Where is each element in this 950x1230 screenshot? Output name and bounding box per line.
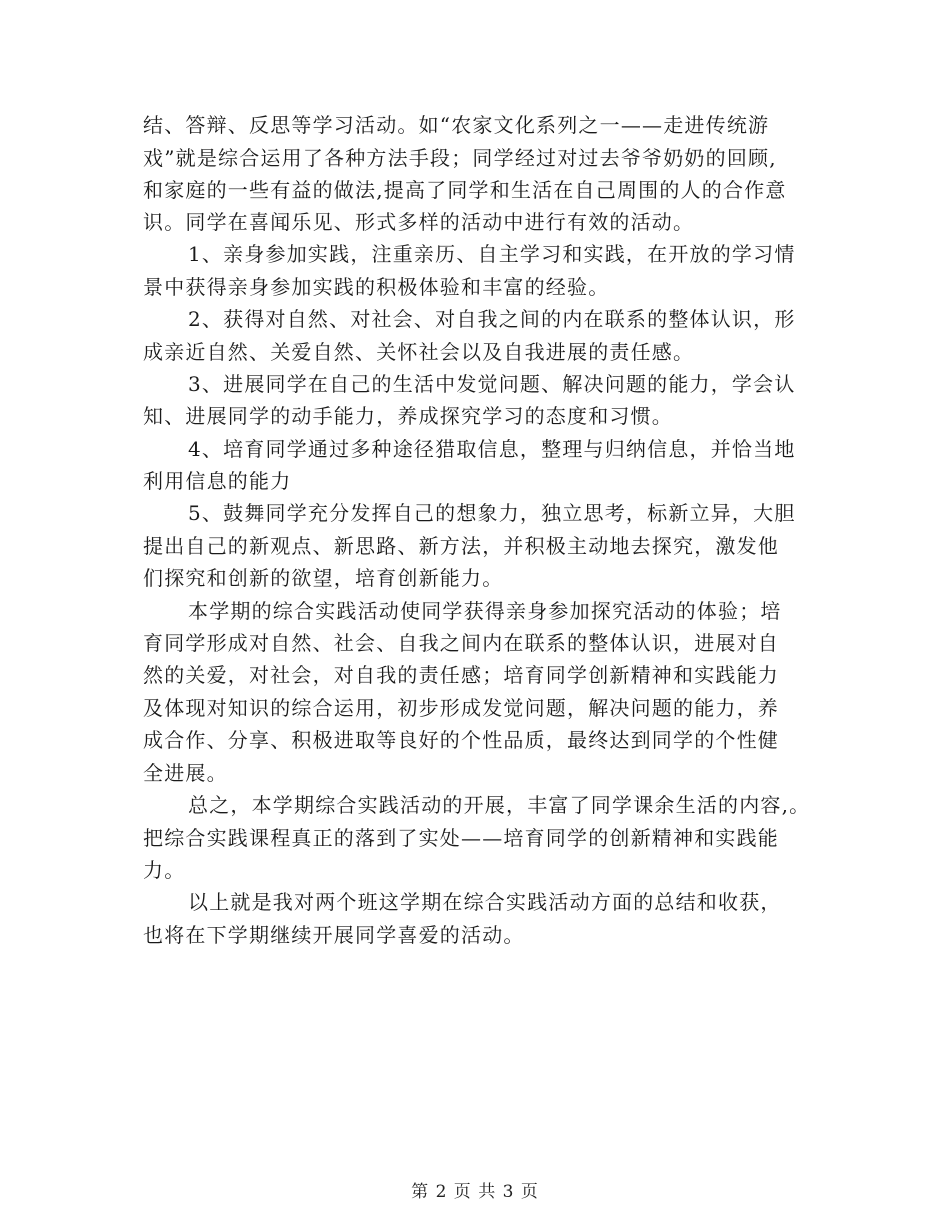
text-line: 戏”就是综合运用了各种方法手段；同学经过对过去爷爷奶奶的回顾, — [143, 146, 777, 170]
text-line: 成亲近自然、关爱自然、关怀社会以及自我进展的责任感。 — [143, 340, 695, 364]
text-line: 知、进展同学的动手能力，养成探究学习的态度和习惯。 — [143, 404, 673, 428]
text-line: 利用信息的能力 — [143, 469, 292, 493]
text-line: 2、获得对自然、对社会、对自我之间的内在联系的整体认识，形 — [188, 307, 796, 331]
text-line: 也将在下学期继续开展同学喜爱的活动。 — [143, 923, 525, 947]
text-line: 景中获得亲身参加实践的积极体验和丰富的经验。 — [143, 275, 610, 299]
page-number-footer: 第 2 页 共 3 页 — [411, 1182, 539, 1202]
text-line: 全进展。 — [143, 761, 228, 785]
text-line: 力。 — [143, 858, 186, 882]
text-line: 然的关爱，对社会，对自我的责任感；培育同学创新精神和实践能力 — [143, 663, 779, 687]
text-line: 育同学形成对自然、社会、自我之间内在联系的整体认识，进展对自 — [143, 631, 779, 655]
text-line: 们探究和创新的欲望，培育创新能力。 — [143, 566, 504, 590]
text-line: 及体现对知识的综合运用，初步形成发觉问题，解决问题的能力，养 — [143, 696, 779, 720]
text-line: 和家庭的一些有益的做法,提高了同学和生活在自己周围的人的合作意 — [143, 178, 787, 202]
text-line: 4、培育同学通过多种途径猎取信息，整理与归纳信息，并恰当地 — [188, 437, 796, 461]
text-line: 本学期的综合实践活动使同学获得亲身参加探究活动的体验；培 — [188, 599, 782, 623]
text-line: 把综合实践课程真正的落到了实处——培育同学的创新精神和实践能 — [143, 826, 779, 850]
text-line: 3、进展同学在自己的生活中发觉问题、解决问题的能力，学会认 — [188, 372, 796, 396]
text-line: 以上就是我对两个班这学期在综合实践活动方面的总结和收获， — [188, 890, 782, 914]
text-line: 提出自己的新观点、新思路、新方法，并积极主动地去探究，激发他 — [143, 534, 779, 558]
text-line: 成合作、分享、积极进取等良好的个性品质，最终达到同学的个性健 — [143, 728, 779, 752]
text-line: 1、亲身参加实践，注重亲历、自主学习和实践，在开放的学习情 — [188, 242, 796, 266]
text-line: 总之，本学期综合实践活动的开展，丰富了同学课余生活的内容,。 — [188, 793, 811, 817]
text-line: 识。同学在喜闻乐见、形式多样的活动中进行有效的活动。 — [143, 210, 695, 234]
text-line: 结、答辩、反思等学习活动。如“农家文化系列之一——走进传统游 — [143, 113, 770, 137]
text-line: 5、鼓舞同学充分发挥自己的想象力，独立思考，标新立异，大胆 — [188, 501, 796, 525]
